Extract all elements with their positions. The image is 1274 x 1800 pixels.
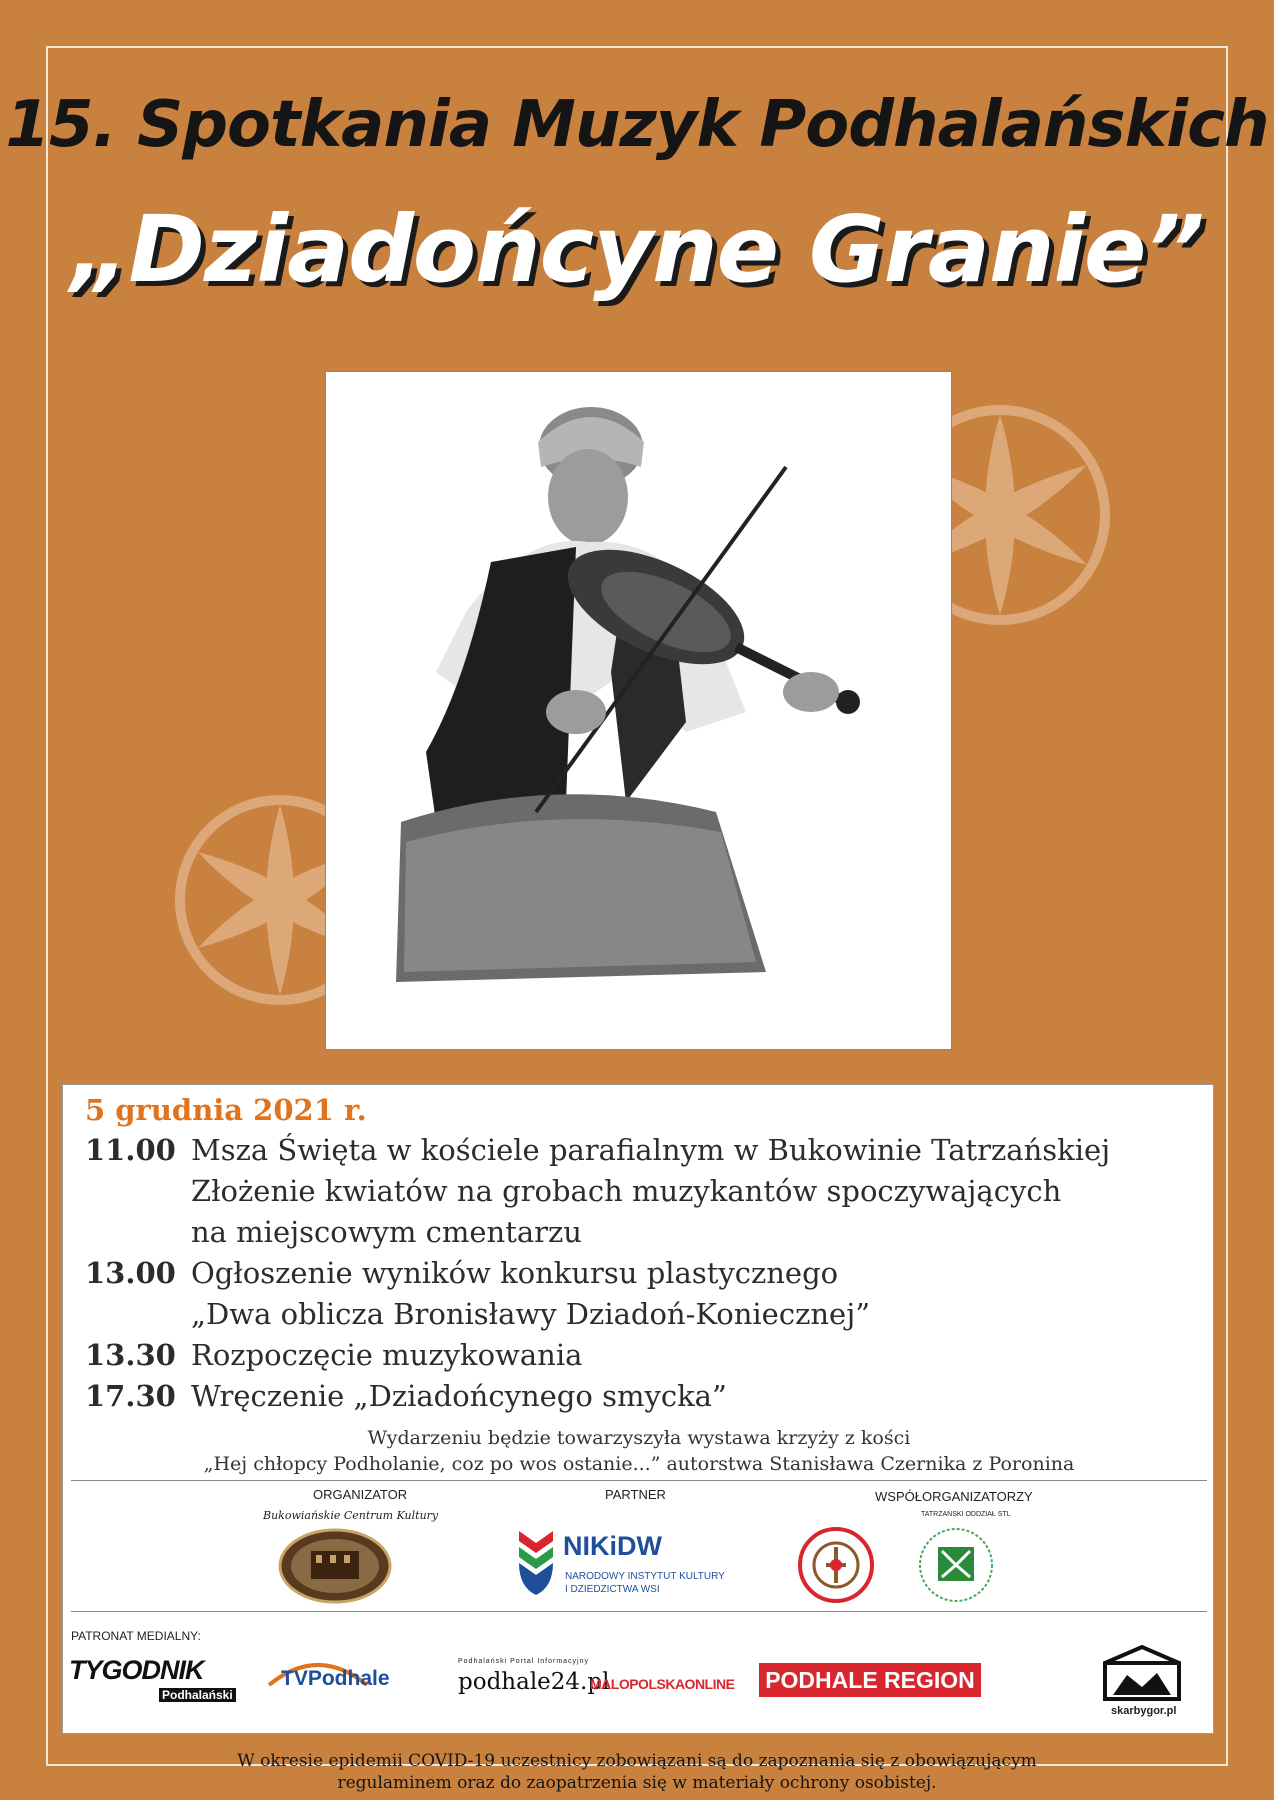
podhale-region-logo: PODHALE REGION bbox=[759, 1663, 981, 1697]
schedule-item bbox=[85, 1338, 582, 1372]
organizer-logo bbox=[278, 1527, 393, 1605]
schedule-text: na miejscowym cmentarzu bbox=[191, 1215, 582, 1249]
nikidw-logo bbox=[515, 1527, 557, 1597]
schedule-time: 11.00 bbox=[85, 1133, 176, 1167]
coorganizers-label: WSPÓŁORGANIZATORZY bbox=[875, 1489, 1033, 1504]
coorganizer-caption: TATRZAŃSKI ODDZIAŁ STL bbox=[921, 1511, 1011, 1518]
divider bbox=[71, 1611, 1207, 1612]
malopolska-online-logo: MALOPOLSKAONLINE bbox=[590, 1676, 735, 1692]
schedule-item bbox=[85, 1256, 838, 1290]
tygodnik-logo-sub: Podhalański bbox=[159, 1688, 236, 1702]
skarbygor-logo bbox=[1101, 1645, 1183, 1703]
partner-subtitle: NARODOWY INSTYTUT KULTURY bbox=[565, 1571, 725, 1582]
covid-notice-line: W okresie epidemii COVID-19 uczestnicy zobowiązani są do zapoznania się z obowiązującym bbox=[237, 1751, 1037, 1771]
covid-notice-line: regulaminem oraz do zaopatrzenia się w materiały ochrony osobistej. bbox=[337, 1773, 937, 1793]
schedule-time: 13.00 bbox=[85, 1256, 176, 1290]
schedule-item bbox=[85, 1133, 1110, 1167]
tvpodhale-logo: TVPodhale bbox=[281, 1667, 390, 1690]
organizer-name: Bukowiańskie Centrum Kultury bbox=[263, 1509, 439, 1522]
schedule-text: Wręczenie „Dziadońcynego smycka” bbox=[191, 1379, 727, 1413]
exhibition-note: Wydarzeniu będzie towarzyszyła wystawa krzyży z kości bbox=[367, 1427, 911, 1449]
kolo-gospodyn-logo bbox=[796, 1525, 876, 1605]
exhibition-note: „Hej chłopcy Podholanie, coz po wos ostanie...” autorstwa Stanisława Czernika z Poronina bbox=[203, 1453, 1075, 1475]
partner-name: NIKiDW bbox=[563, 1531, 662, 1561]
organizer-label: ORGANIZATOR bbox=[313, 1487, 408, 1502]
schedule-time: 17.30 bbox=[85, 1379, 176, 1413]
schedule-text: Złożenie kwiatów na grobach muzykantów spoczywających bbox=[191, 1174, 1062, 1208]
partner-label: PARTNER bbox=[605, 1487, 666, 1502]
poster-title: 15. Spotkania Muzyk Podhalańskich bbox=[5, 88, 1269, 162]
event-date: 5 grudnia 2021 r. bbox=[85, 1093, 367, 1127]
podhale24-caption: Podhalański Portal Informacyjny bbox=[458, 1658, 589, 1665]
podhale24-logo: podhale24.pl bbox=[458, 1669, 610, 1695]
skarbygor-label: skarbygor.pl bbox=[1111, 1705, 1177, 1717]
partner-subtitle: I DZIEDZICTWA WSI bbox=[565, 1584, 660, 1595]
schedule-item bbox=[85, 1379, 727, 1413]
violinist-photo bbox=[325, 371, 952, 1050]
divider bbox=[71, 1480, 1207, 1481]
tygodnik-logo: TYGODNIK bbox=[69, 1655, 204, 1685]
media-patronage-label: PATRONAT MEDIALNY: bbox=[71, 1629, 201, 1643]
schedule-text: Msza Święta w kościele parafialnym w Bukowinie Tatrzańskiej bbox=[191, 1133, 1111, 1167]
schedule-text: Rozpoczęcie muzykowania bbox=[191, 1338, 583, 1372]
poster-event-name: „Dziadońcyne Granie” bbox=[70, 196, 1204, 303]
tatrzanski-oddzial-logo bbox=[916, 1525, 996, 1605]
event-info-panel bbox=[62, 1084, 1214, 1734]
covid-notice bbox=[0, 1750, 1274, 1794]
schedule-text: „Dwa oblicza Bronisławy Dziadoń-Koniecznej” bbox=[191, 1297, 871, 1331]
schedule-time: 13.30 bbox=[85, 1338, 176, 1372]
schedule-text: Ogłoszenie wyników konkursu plastycznego bbox=[191, 1256, 839, 1290]
